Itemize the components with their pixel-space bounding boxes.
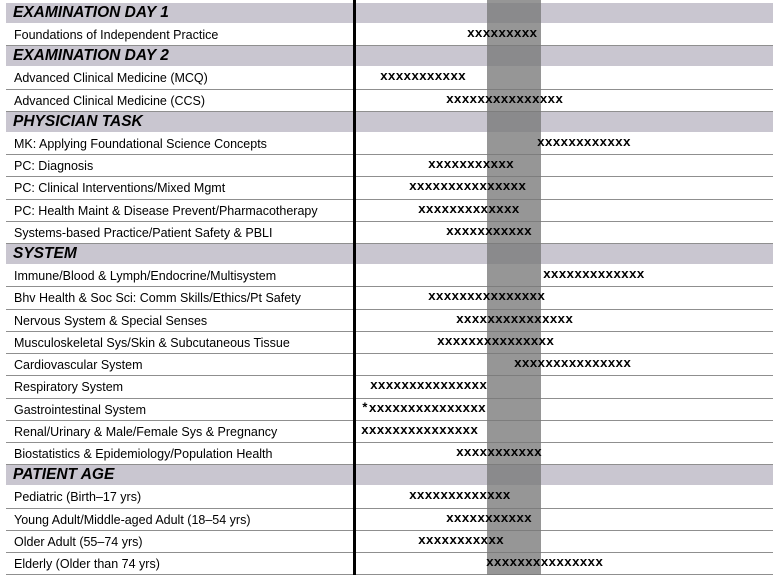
performance-range-marks: xxxxxxxxxxxxxxx [361,422,479,438]
performance-range-marks: xxxxxxxxxxxxxxx [428,289,546,305]
category-label: Cardiovascular System [14,358,143,372]
section-title: SYSTEM [13,245,77,262]
section-header-band [6,244,773,264]
performance-range-marks: xxxxxxxxxxx [446,223,532,239]
category-label: Young Adult/Middle-aged Adult (18–54 yrs) [14,512,251,527]
category-label: Elderly (Older than 74 yrs) [14,557,160,571]
section-title: EXAMINATION DAY 1 [13,4,169,21]
category-label: Renal/Urinary & Male/Female Sys & Pregnancy [14,424,278,439]
performance-range-marks: xxxxxxxxxxx [446,510,532,526]
category-label: Foundations of Independent Practice [14,28,219,42]
category-label: Gastrointestinal System [14,402,146,417]
performance-range-marks: xxxxxxxxx [467,26,538,41]
performance-range-marks: xxxxxxxxxxxxx [409,488,511,504]
performance-range-marks: xxxxxxxxxxx [380,69,466,85]
performance-range-marks: xxxxxxxxxxx [418,532,504,548]
category-label: Biostatistics & Epidemiology/Population Health [14,447,273,461]
category-label: Systems-based Practice/Patient Safety & PBLI [14,225,273,240]
section-title: PATIENT AGE [13,466,115,484]
performance-range-marks: xxxxxxxxxxxxxxx [456,311,574,327]
performance-range-marks: xxxxxxxxxxxxxxx [370,378,488,394]
category-label: Pediatric (Birth–17 yrs) [14,490,142,505]
performance-range-marks: xxxxxxxxxxxx [537,134,631,150]
category-label: PC: Clinical Interventions/Mixed Mgmt [14,181,226,196]
category-label: Advanced Clinical Medicine (MCQ) [14,71,208,86]
category-label: PC: Diagnosis [14,159,94,173]
category-label: Nervous System & Special Senses [14,313,208,328]
category-label: Advanced Clinical Medicine (CCS) [14,93,206,108]
performance-range-marks: xxxxxxxxxxxxxxx [409,179,527,195]
performance-range-marks: xxxxxxxxxxxxxxx [514,356,632,371]
section-header-band [6,465,773,485]
performance-range-marks: xxxxxxxxxxxxx [543,267,645,282]
performance-range-marks: xxxxxxxxxxxxxxx [486,555,604,570]
category-label: Immune/Blood & Lymph/Endocrine/Multisystem [14,269,277,283]
performance-range-marks: xxxxxxxxxxx [456,445,542,460]
category-label: Musculoskeletal Sys/Skin & Subcutaneous Tissue [14,335,290,350]
category-label: Bhv Health & Soc Sci: Comm Skills/Ethics/Pt Safety [14,291,301,306]
category-label: Older Adult (55–74 yrs) [14,534,143,549]
performance-range-marks: xxxxxxxxxxxxx [418,201,520,217]
performance-range-marks: *xxxxxxxxxxxxxxx [361,400,486,416]
performance-range-marks: xxxxxxxxxxx [428,157,514,172]
section-title: PHYSICIAN TASK [13,112,143,130]
category-label: Respiratory System [14,380,124,395]
category-label: MK: Applying Foundational Science Concepts [14,136,267,151]
label-divider [353,0,356,575]
section-title: EXAMINATION DAY 2 [13,47,169,65]
performance-range-marks: xxxxxxxxxxxxxxx [437,333,555,349]
performance-range-marks: xxxxxxxxxxxxxxx [446,91,564,107]
category-label: PC: Health Maint & Disease Prevent/Pharmacotherapy [14,203,318,218]
